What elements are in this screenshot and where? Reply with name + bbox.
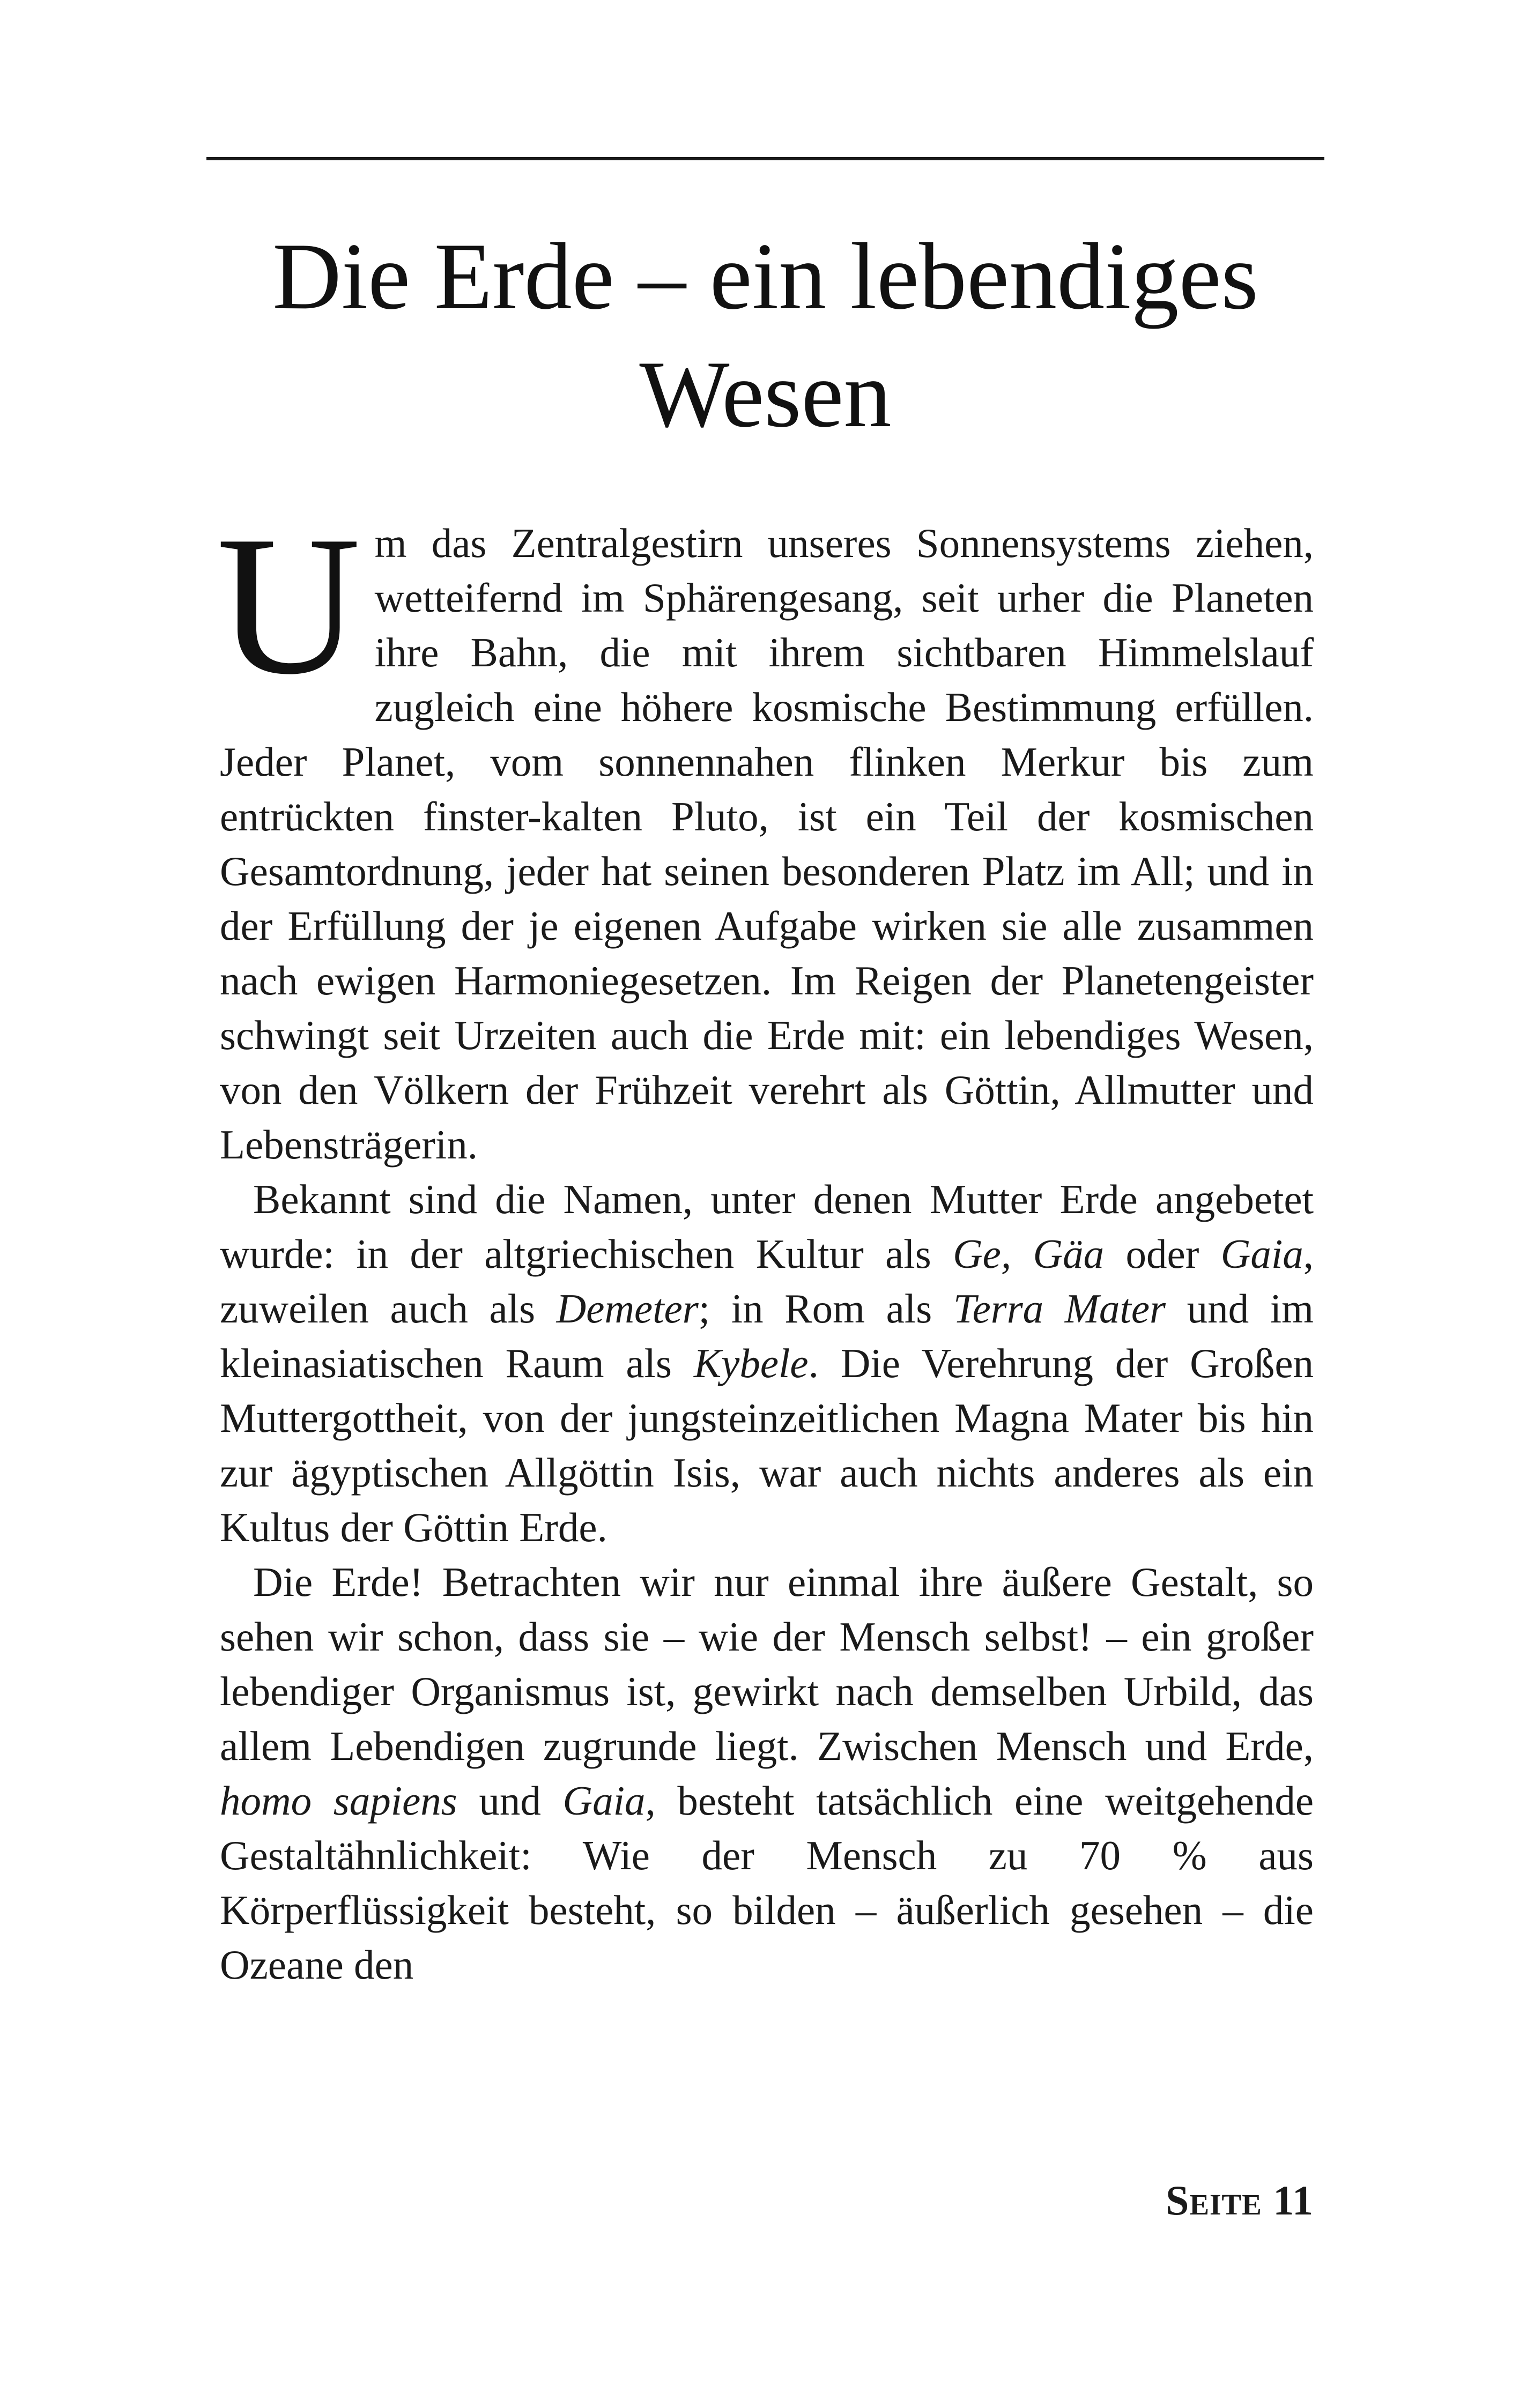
paragraph-2 xyxy=(220,1172,1314,1555)
paragraph-1 xyxy=(217,495,1314,1172)
italic-term: Ge, Gäa xyxy=(953,1231,1105,1277)
text-run: , besteht tatsächlich eine weitgehende Gestaltähnlichkeit: Wie der Mensch zu 70 % aus Körperflüssigkeit besteht, so bilden – äußerlich gesehen – die Ozeane den xyxy=(220,1778,1314,1988)
text-run: Bekannt sind die Namen, unter denen Mutter Erde angebetet wurde: in der altgriechischen Kultur als xyxy=(220,1176,1314,1277)
italic-term: Terra Mater xyxy=(953,1285,1166,1332)
text-run: Die Erde! Betrachten wir nur einmal ihre äußere Gestalt, so sehen wir schon, dass sie – wie der Mensch selbst! – ein großer lebendiger Organismus ist, gewirkt nach demselben Urbild, das allem Lebendigen zugrunde liegt. Zwischen Mensch und Erde, xyxy=(220,1559,1314,1769)
drop-cap: U xyxy=(217,495,361,716)
italic-term: Gaia xyxy=(1220,1231,1303,1277)
text-run: und xyxy=(457,1778,563,1824)
italic-term: homo sapiens xyxy=(220,1778,457,1824)
text-run: , zuweilen auch als xyxy=(220,1231,1314,1332)
paragraph-1-text: m das Zentralgestirn unseres Sonnensystems ziehen, wetteifernd im Sphärengesang, seit urher die Planeten ihre Bahn, die mit ihrem sichtbaren Himmelslauf zugleich eine höhere kosmische Bestimmung erfüllen. Jeder Planet, vom sonnennahen flinken Merkur bis zum entrückten finster-kalten Pluto, ist ein Teil der kosmischen Gesamtordnung, jeder hat seinen besonderen Platz im All; und in der Erfüllung der je eigenen Aufgabe wirken sie alle zusammen nach ewigen Harmoniegesetzen. Im Reigen der Planetengeister schwingt seit Urzeiten auch die Erde mit: ein lebendiges Wesen, von den Völkern der Frühzeit verehrt als Göttin, Allmutter und Lebensträgerin. xyxy=(220,520,1314,1168)
page-number: 11 xyxy=(1273,2177,1314,2224)
paragraph-3 xyxy=(220,1555,1314,1992)
body-text xyxy=(217,495,1314,1992)
chapter-title-line-2: Wesen xyxy=(639,341,892,447)
page-footer xyxy=(1166,2176,1314,2225)
text-run: ; in Rom als xyxy=(698,1285,953,1332)
text-run: und im kleinasiatischen Raum als xyxy=(220,1285,1314,1386)
page-label: Seite xyxy=(1165,2177,1262,2224)
text-run: oder xyxy=(1104,1231,1221,1277)
chapter-title-line-1: Die Erde – ein lebendiges xyxy=(272,223,1258,329)
italic-term: Gaia xyxy=(562,1778,646,1824)
header-rule xyxy=(206,157,1324,160)
chapter-title xyxy=(206,217,1324,453)
italic-term: Kybele xyxy=(693,1340,809,1386)
text-run: . Die Verehrung der Großen Muttergottheit, von der jungsteinzeitlichen Magna Mater bis hin zur ägyptischen Allgöttin Isis, war auch nichts anderes als ein Kultus der Göttin Erde. xyxy=(220,1340,1314,1550)
italic-term: Demeter xyxy=(556,1285,699,1332)
